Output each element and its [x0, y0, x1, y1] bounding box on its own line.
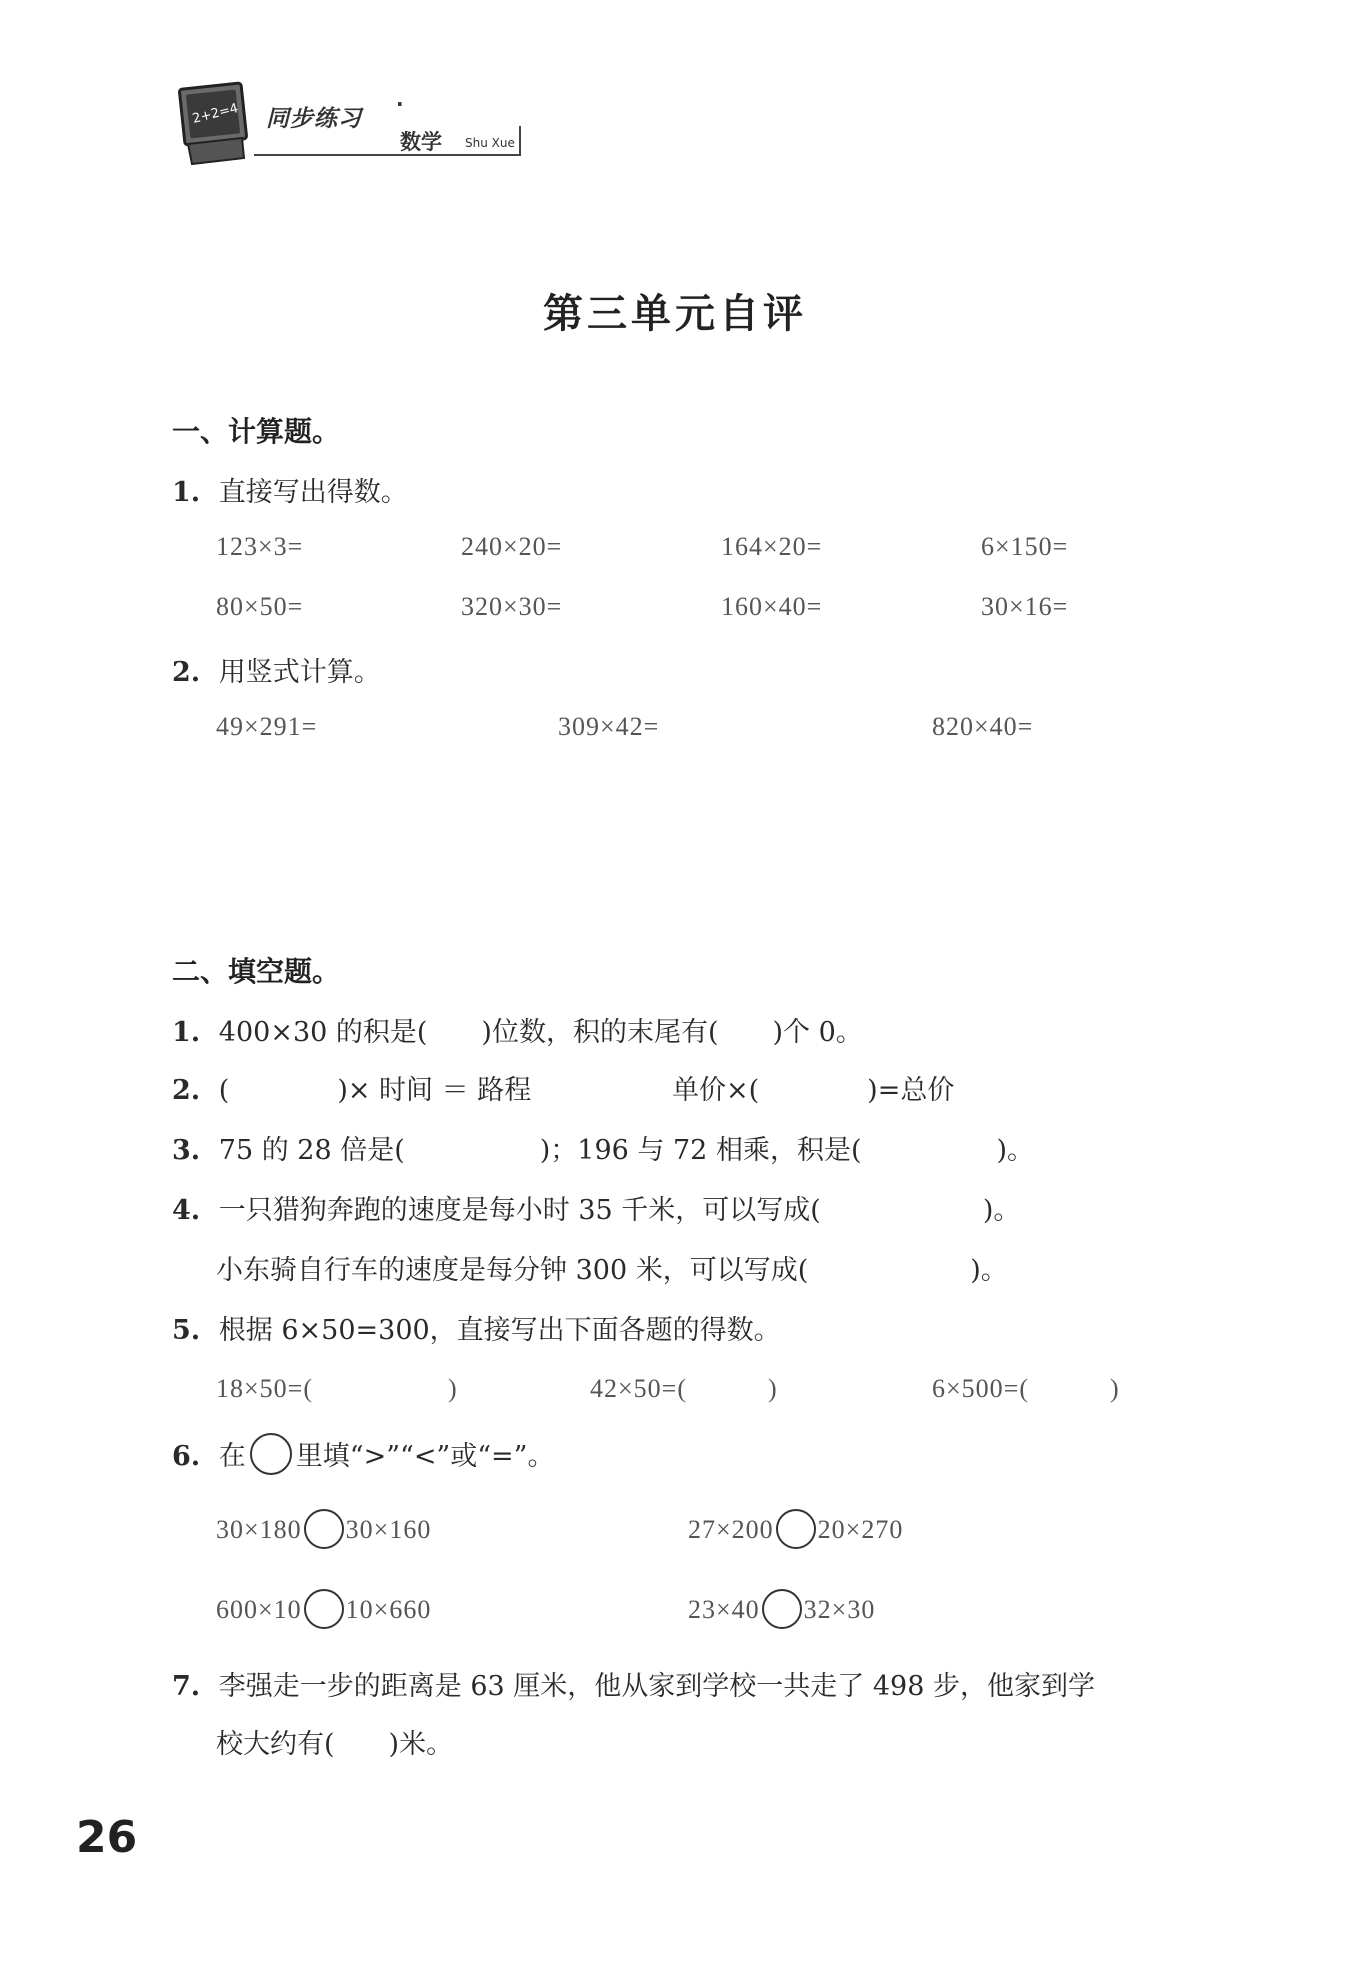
compare-pair-3 [216, 1592, 431, 1632]
s2-q2 [172, 1068, 531, 1107]
s2-q4 [172, 1188, 1020, 1227]
section2-heading: 二、填空题。 [172, 955, 341, 988]
answer-circle-1[interactable] [304, 1509, 344, 1549]
pair-1-right: 30×160 [345, 1514, 432, 1544]
section1-heading: 一、计算题。 [172, 415, 341, 448]
answer-circle-3[interactable] [304, 1589, 344, 1629]
s2-q4-line2: 小东骑自行车的速度是每分钟 300 米，可以写成( )。 [216, 1255, 1008, 1286]
board-text: 2+2=4 [190, 101, 240, 127]
pair-3-left: 600×10 [216, 1594, 302, 1624]
s2-q5-text: 根据 6×50=300，直接写出下面各题的得数。 [218, 1315, 781, 1346]
pair-2-right: 20×270 [817, 1514, 904, 1544]
s2-q4-line1: 一只猎狗奔跑的速度是每小时 35 千米，可以写成( )。 [218, 1195, 1021, 1226]
s1-q2 [172, 650, 381, 689]
brand-tick [519, 126, 521, 156]
s2-q2-number: 2. [172, 1075, 201, 1106]
s1-q1 [172, 470, 408, 509]
s2-q1 [172, 1010, 863, 1049]
s2-q5-item3: 6×500=( ) [932, 1374, 1120, 1403]
page-number: 26 [76, 1812, 138, 1863]
s1-q2-c2: 309×42= [558, 712, 660, 741]
s1-q1-r2-c2: 320×30= [461, 592, 563, 621]
compare-circle-icon [250, 1433, 292, 1475]
s1-q2-text: 用竖式计算。 [218, 657, 381, 688]
s1-q1-r1-c4: 6×150= [981, 532, 1069, 561]
page-title: 第三单元自评 [543, 290, 807, 337]
s1-q1-text: 直接写出得数。 [218, 477, 408, 508]
brand-subject: 数学 [400, 130, 442, 154]
s2-q7-number: 7. [172, 1671, 201, 1702]
s2-q6-post: 里填“>”“<”或“=”。 [295, 1441, 555, 1472]
s2-q7 [172, 1664, 1095, 1703]
pair-3-right: 10×660 [345, 1594, 432, 1624]
answer-circle-2[interactable] [776, 1509, 816, 1549]
brand-main: 同步练习 [266, 106, 362, 132]
pair-1-left: 30×180 [216, 1514, 302, 1544]
s2-q5-number: 5. [172, 1315, 201, 1346]
s2-q1-text: 400×30 的积是( )位数，积的末尾有( )个 0。 [218, 1017, 863, 1048]
s2-q4-number: 4. [172, 1195, 201, 1226]
s2-q7-line1: 李强走一步的距离是 63 厘米，他从家到学校一共走了 498 步，他家到学 [218, 1671, 1096, 1702]
s2-q5 [172, 1308, 781, 1347]
s2-q3-text: 75 的 28 倍是( )；196 与 72 相乘，积是( )。 [218, 1135, 1035, 1166]
answer-circle-4[interactable] [762, 1589, 802, 1629]
s1-q2-c3: 820×40= [932, 712, 1034, 741]
s2-q3 [172, 1128, 1034, 1167]
s2-q6 [172, 1434, 554, 1479]
chalkboard-icon [178, 78, 254, 166]
book-header [178, 78, 528, 173]
s1-q1-r1-c1: 123×3= [216, 532, 304, 561]
s2-q2-b: 单价×( )=总价 [672, 1075, 955, 1106]
brand-pinyin: Shu Xue [465, 136, 515, 150]
compare-pair-2 [688, 1512, 903, 1552]
s2-q5-item1: 18×50=( ) [216, 1374, 458, 1403]
s2-q3-number: 3. [172, 1135, 201, 1166]
s1-q2-c1: 49×291= [216, 712, 318, 741]
s1-q1-number: 1. [172, 477, 201, 508]
brand-dot: · [396, 92, 404, 116]
s2-q2-a: ( )× 时间 ＝ 路程 [218, 1075, 532, 1106]
s1-q1-r2-c1: 80×50= [216, 592, 304, 621]
s1-q2-number: 2. [172, 657, 201, 688]
pair-4-left: 23×40 [688, 1594, 760, 1624]
pair-4-right: 32×30 [803, 1594, 876, 1624]
compare-pair-4 [688, 1592, 875, 1632]
s1-q1-r2-c3: 160×40= [721, 592, 823, 621]
pair-2-left: 27×200 [688, 1514, 774, 1544]
compare-pair-1 [216, 1512, 431, 1552]
s2-q1-number: 1. [172, 1017, 201, 1048]
s2-q6-pre: 在 [218, 1441, 246, 1472]
s1-q1-r2-c4: 30×16= [981, 592, 1069, 621]
brand-underline [254, 154, 520, 156]
s1-q1-r1-c3: 164×20= [721, 532, 823, 561]
s1-q1-r1-c2: 240×20= [461, 532, 563, 561]
s2-q5-item2: 42×50=( ) [590, 1374, 778, 1403]
s2-q7-line2: 校大约有( )米。 [216, 1729, 454, 1760]
s2-q6-number: 6. [172, 1441, 201, 1472]
